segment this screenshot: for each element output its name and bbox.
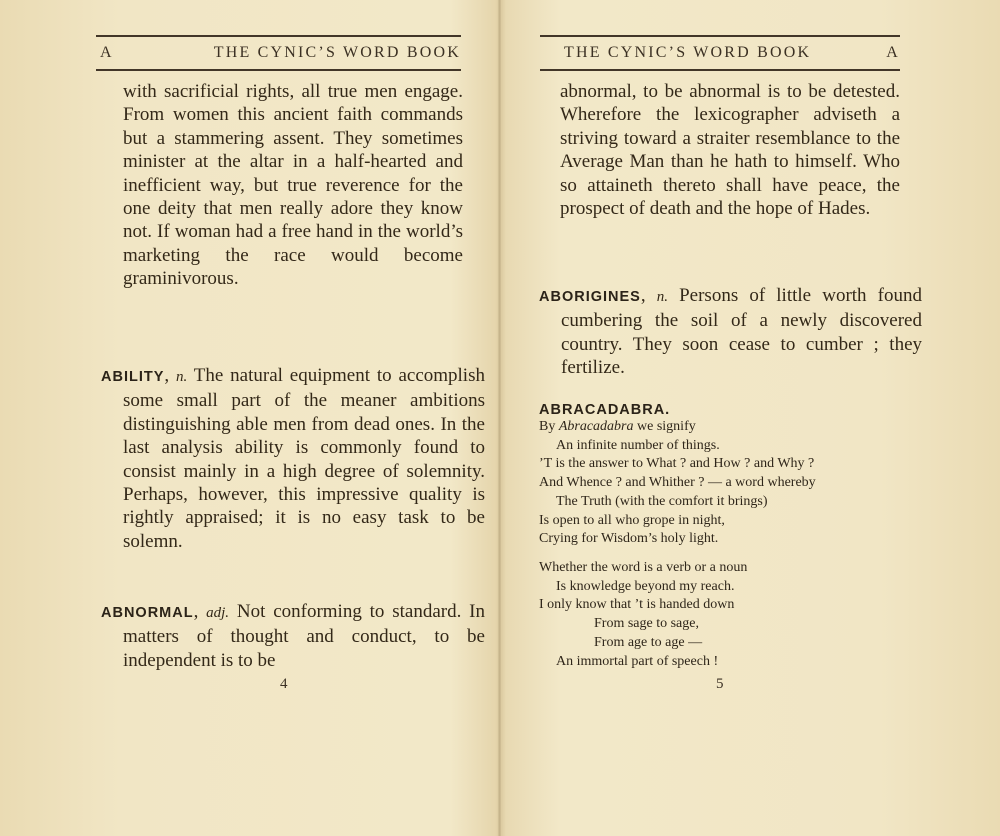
pos-aborigines: n. [656,289,668,305]
verse-line: An infinite number of things. [556,437,720,453]
headword-ability: ABILITY [101,369,165,385]
abracadabra-verse-stanza-2 [539,559,747,671]
abracadabra-verse-stanza-1 [539,418,816,549]
pos-ability: n. [176,369,188,385]
right-continuation-block [560,80,900,220]
left-page-number: 4 [280,676,288,692]
verse-line: An immortal part of speech ! [556,653,719,669]
right-page [500,0,1000,836]
verse-line: Whether the word is a verb or a noun [539,560,748,575]
left-continuation-block [123,80,463,291]
definition-aborigines: Persons of little worth found cumbering the soil of a newly discovered country. They soon cease to cumber ; they fertilize. [561,285,922,379]
verse-line: And Whence ? and Whither ? — a word whereby [539,475,816,491]
verse-line: The Truth (with the comfort it brings) [556,493,768,509]
left-header-letter: A [100,44,114,61]
verse-line: From age to age — [594,634,703,650]
entry-aborigines: ABORIGINES, n. Persons of little worth found cumbering the soil of a newly discovered country. They soon cease to cumber ; they fertilize. [539,285,922,379]
verse-line: Is open to all who grope in night, [539,512,725,528]
headword-abracadabra: ABRACADABRA. [539,402,671,418]
entry-ability: ABILITY, n. The natural equipment to accomplish some small part of the meaner ambitions distinguishing able men from dead ones. In the last analysis ability is commonly found to consist mainly in a high degree of solemnity. Perhaps, however, this impressive quality is rightly appraised; it is no easy task to be solemn. [101,365,485,552]
left-running-header [96,35,461,71]
entry-abnormal: ABNORMAL, adj. Not conforming to standard. In matters of thought and conduct, to be independent is to be [101,601,485,671]
definition-abnormal: Not conforming to standard. In matters of thought and conduct, to be independent is to be [123,601,485,671]
headword-aborigines: ABORIGINES [539,289,641,305]
left-continuation-text: with sacrificial rights, all true men engage. From women this ancient faith commands but a stammering assent. They sometimes minister at the altar in a half-hearted and inefficient way, but true reverence for the one deity that men really adore they know not. If woman had a free hand in the world’s marketing the race would become graminivorous. [123,81,463,290]
verse-line: By Abracadabra we signify [539,419,696,434]
verse-line: From sage to sage, [594,616,699,632]
verse-line: Is knowledge beyond my reach. [556,578,735,594]
right-header-title: THE CYNIC’S WORD BOOK [564,44,812,61]
verse-line: ’T is the answer to What ? and How ? and Why ? [539,456,815,472]
right-page-number: 5 [716,676,724,692]
headword-abnormal: ABNORMAL [101,605,194,621]
verse-line: I only know that ’t is handed down [539,597,735,613]
right-continuation-text: abnormal, to be abnormal is to be detested. Wherefore the lexicographer adviseth a striving toward a straiter resemblance to the Average Man than he hath to himself. Who so attaineth thereto shall have peace, the prospect of death and the hope of Hades. [560,81,900,220]
left-header-title: THE CYNIC’S WORD BOOK [213,44,461,61]
right-running-header [540,35,900,71]
pos-abnormal: adj. [206,605,230,621]
definition-ability: The natural equipment to accomplish some small part of the meaner ambitions distinguishing able men from dead ones. In the last analysis ability is commonly found to consist mainly in a high degree of solemnity. Perhaps, however, this impressive quality is rightly appraised; it is no easy task to be solemn. [123,365,485,552]
verse-line: Crying for Wisdom’s holy light. [539,531,719,547]
right-header-letter: A [886,44,900,61]
